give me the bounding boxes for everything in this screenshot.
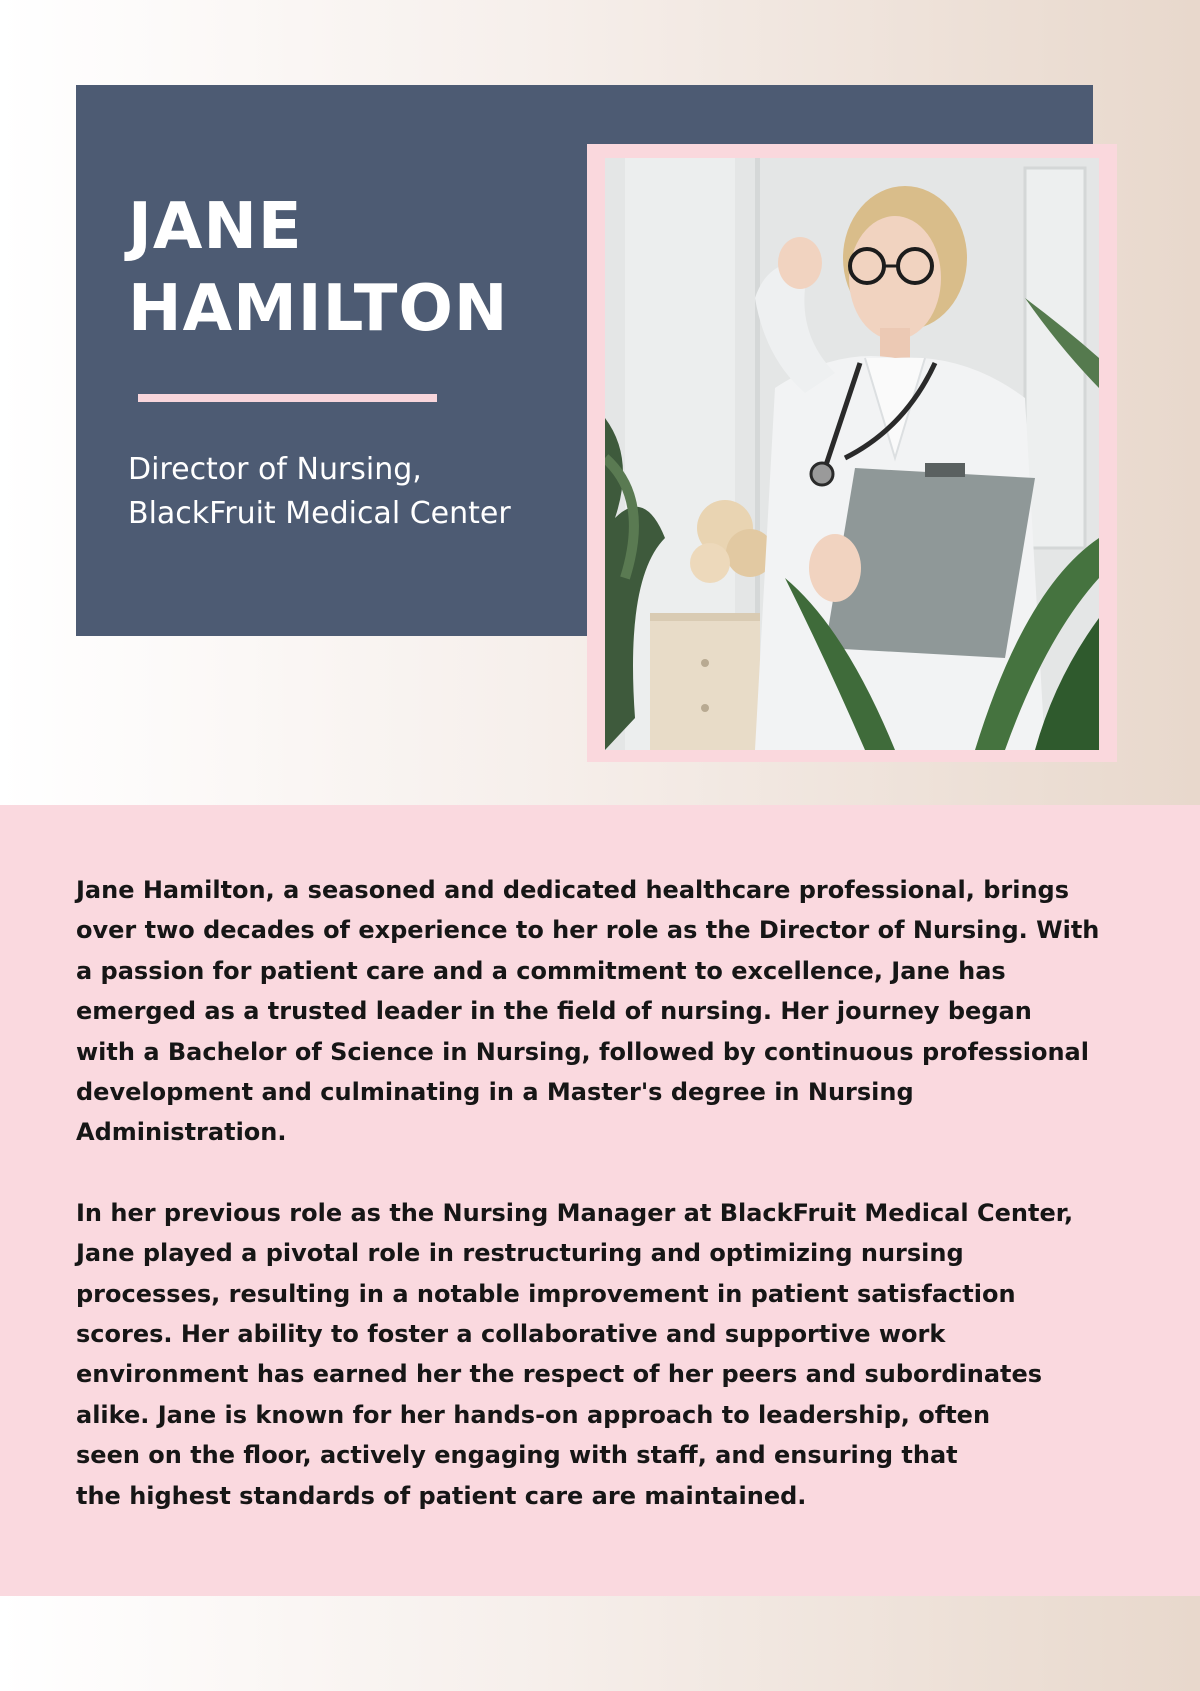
name-last: HAMILTON	[128, 272, 509, 346]
profile-role	[128, 448, 511, 536]
nurse-portrait-photo	[605, 158, 1099, 750]
bio-p1-line: Administration.	[76, 1118, 287, 1147]
profile-name	[128, 186, 508, 350]
portrait-illustration	[605, 158, 1099, 750]
bio-p2-line: Jane played a pivotal role in restructuring and optimizing nursing	[76, 1239, 964, 1268]
bio-p1-line: Jane Hamilton, a seasoned and dedicated healthcare professional, brings	[76, 876, 1069, 904]
bio-p1-line: with a Bachelor of Science in Nursing, followed by continuous professional	[76, 1037, 1089, 1066]
bio-p1-line: a passion for patient care and a commitment to excellence, Jane has	[76, 956, 1006, 985]
bio-p2-line: alike. Jane is known for her hands-on approach to leadership, often	[76, 1400, 991, 1429]
role-title: Director of Nursing,	[128, 452, 422, 487]
photo-frame	[587, 144, 1117, 762]
bio-p1-line: over two decades of experience to her role as the Director of Nursing. With	[76, 916, 1100, 945]
bio-p2-line: the highest standards of patient care are maintained.	[76, 1481, 807, 1510]
name-first: JANE	[128, 190, 303, 264]
bio-p2-line: scores. Her ability to foster a collaborative and supportive work	[76, 1320, 946, 1349]
bio-p1-line: development and culminating in a Master's degree in Nursing	[76, 1078, 914, 1107]
role-organization: BlackFruit Medical Center	[128, 496, 511, 531]
bio-p2-line: In her previous role as the Nursing Manager at BlackFruit Medical Center,	[76, 1198, 1074, 1227]
bio-p2-line: processes, resulting in a notable improvement in patient satisfaction	[76, 1279, 1016, 1308]
paragraph-gap	[76, 1153, 1146, 1193]
bio-text	[76, 870, 1146, 1516]
bio-p2-line: environment has earned her the respect of her peers and subordinates	[76, 1360, 1043, 1389]
bio-p2-line: seen on the floor, actively engaging with staff, and ensuring that	[76, 1441, 958, 1470]
bio-p1-line: emerged as a trusted leader in the field of nursing. Her journey began	[76, 997, 1032, 1026]
accent-divider	[138, 394, 437, 402]
